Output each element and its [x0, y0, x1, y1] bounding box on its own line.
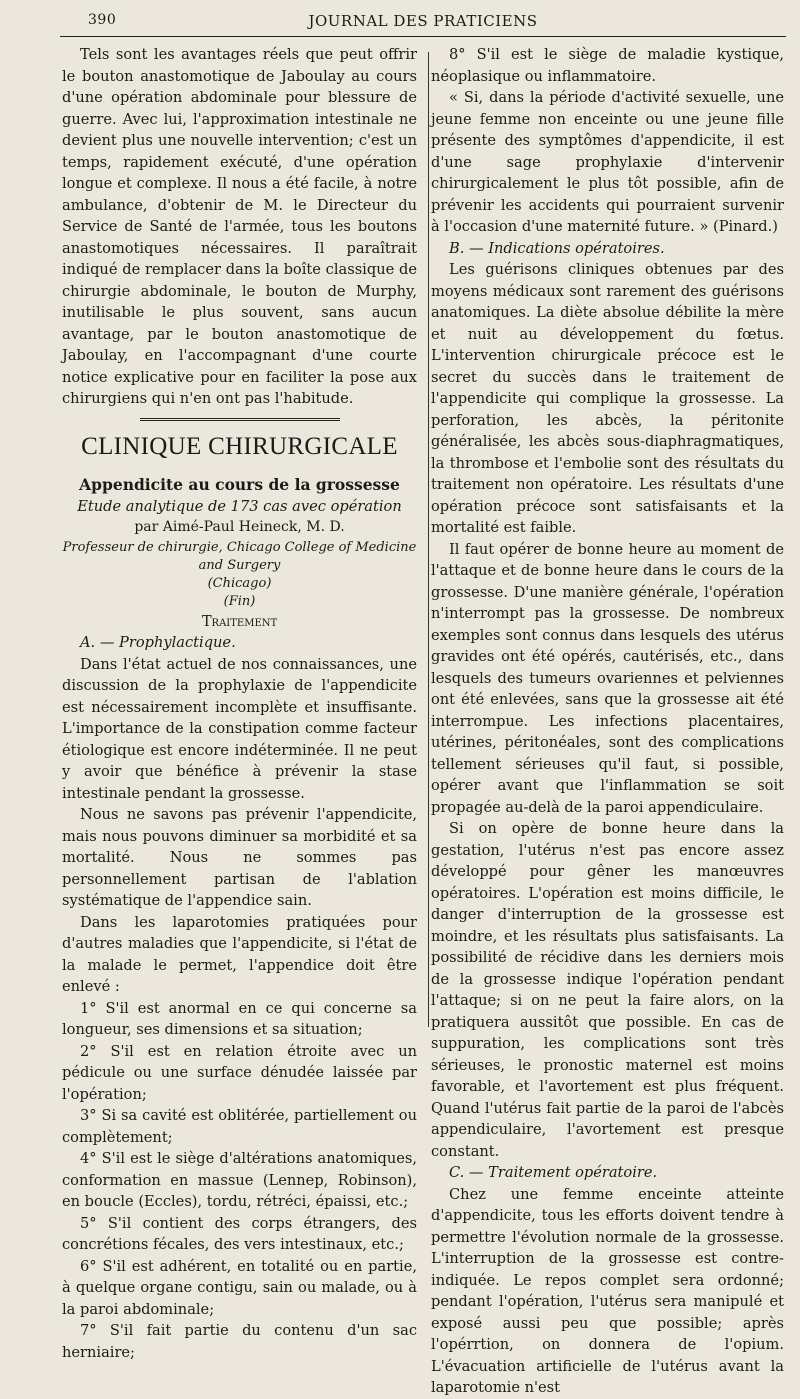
subheading-b: B. — Indications opératoires.	[449, 239, 665, 257]
article-title: Appendicite au cours de la grossesse	[79, 474, 400, 494]
list-item: 4° S'il est le siège d'altérations anatomiques, conformation en massue (Lennep, Robinson), en boucle (Eccles), tordu, rétréci, épaissi, etc.;	[62, 1150, 417, 1210]
paragraph: Chez une femme enceinte atteinte d'appendicite, tous les efforts doivent tendre à permettre l'évolution normale de la grossesse. L'interruption de la grossesse est contre-indiquée. Le repos complet sera ordonné; pendant l'opération, l'utérus sera manipulé et exposé aussi peu que possible; après l'opérrtion, on donnera de l'opium. L'évacuation artificielle de l'utérus avant la laparotomie n'est	[431, 1185, 784, 1396]
list-item: 1° S'il est anormal en ce qui concerne sa longueur, ses dimensions et sa situation;	[62, 999, 417, 1038]
list-item: 3° Si sa cavité est oblitérée, partiellement ou complètement;	[62, 1107, 417, 1146]
list-item: 8° S'il est le siège de maladie kystique, néoplasique ou inflammatoire.	[431, 46, 784, 85]
author-affiliation: Professeur de chirurgie, Chicago College of Medicine and Surgery	[62, 539, 417, 573]
section-rule	[140, 418, 340, 424]
page-header	[60, 10, 786, 34]
left-column	[62, 44, 417, 1363]
column-divider	[428, 52, 429, 1027]
traitement-heading: Traitement	[201, 612, 278, 630]
paragraph: Dans l'état actuel de nos connaissances, une discussion de la prophylaxie de l'appendicite est nécessairement incomplète et insuffisante. L'importance de la constipation comme facteur étiologique est encore indéterminée. Il ne peut y avoir que bénéfice à prévenir la stase intestinale pendant la grossesse.	[62, 655, 417, 802]
pinard-quote: « Si, dans la période d'activité sexuelle, une jeune femme non enceinte ou une jeune fille présente des symptômes d'appendicite, il est d'une sage prophylaxie d'intervenir chirurgicalement le plus tôt possible, afin de prévenir les accidents qui pourraient survenir à l'occasion d'une maternité future. » (Pinard.)	[431, 89, 784, 235]
subheading-c: C. — Traitement opératoire.	[449, 1164, 658, 1181]
header-rule	[60, 36, 786, 37]
page-number: 390	[88, 12, 117, 28]
author-city: (Chicago)	[207, 575, 272, 591]
list-item: 2° S'il est en relation étroite avec un pédicule ou une surface dénudée laissée par l'opération;	[62, 1042, 417, 1103]
section-title: CLINIQUE CHIRURGICALE	[81, 432, 398, 460]
paragraph: Nous ne savons pas prévenir l'appendicite, mais nous pouvons diminuer sa morbidité et sa mortalité. Nous ne sommes pas personnellement partisan de l'ablation systématique de l'appendice sain.	[62, 806, 417, 909]
article-subtitle: Etude analytique de 173 cas avec opération	[77, 497, 402, 515]
list-item: 5° S'il contient des corps étrangers, des concrétions fécales, des vers intestinaux, etc.;	[62, 1214, 417, 1253]
paragraph: Les guérisons cliniques obtenues par des moyens médicaux sont rarement des guérisons anatomiques. La diète absolue débilite la mère et nuit au développement du fœtus. L'intervention chirurgicale précoce est le secret du succès dans le traitement de l'appendicite qui complique la grossesse. La perforation, les abcès, la péritonite généralisée, les abcès sous-diaphragmatiques, la thrombose et l'embolie sont des résultats du traitement non opératoire. Les résultats d'une opération précoce sont satisfaisants et la mortalité est faible.	[431, 261, 784, 536]
fin-label: (Fin)	[223, 593, 256, 609]
journal-title: JOURNAL DES PRATICIENS	[308, 12, 538, 30]
right-column	[431, 44, 784, 1399]
paragraph: Dans les laparotomies pratiquées pour d'autres maladies que l'appendicite, si l'état de la malade le permet, l'appendice doit être enlevé :	[62, 913, 417, 995]
author-byline: par Aimé-Paul Heineck, M. D.	[134, 519, 345, 535]
paragraph: Il faut opérer de bonne heure au moment de l'attaque et de bonne heure dans le cours de la grossesse. D'une manière générale, l'opération n'interrompt pas la grossesse. De nombreux exemples sont connus dans lesquels des utérus gravides ont été opérés, cautérisés, etc., dans lesquels des tumeurs ovariennes et pelviennes ont été enlevées, sans que la grossesse ait été interrompue. Les infections placentaires, utérines, péritonéales, sont des complications tellement sérieuses qu'il faut, si possible, opérer avant que l'inflammation se soit propagée au-delà de la paroi appendiculaire.	[431, 540, 784, 816]
paragraph: Si on opère de bonne heure dans la gestation, l'utérus n'est pas encore assez développé pour gêner les manœuvres opératoires. L'opération est moins difficile, le danger d'interruption de la grossesse est moindre, et les résultats plus satisfaisants. La possibilité de récidive dans les derniers mois de la grossesse indique l'opération pendant l'attaque; si on ne peut la faire alors, on la pratiquera aussitôt que possible. En cas de suppuration, les complications sont très sérieuses, le pronostic maternel est moins favorable, et l'avortement est plus fréquent. Quand l'utérus fait partie de la paroi de l'abcès appendiculaire, l'avortement est presque constant.	[431, 820, 784, 1160]
subheading-a: A. — Prophylactique.	[80, 634, 236, 651]
intro-paragraph: Tels sont les avantages réels que peut offrir le bouton anastomotique de Jaboulay au cours d'une opération abdominale pour blessure de guerre. Avec lui, l'approximation intestinale ne devient plus une nouvelle intervention; c'est un temps, rapidement exécuté, d'une opération longue et complexe. Il nous a été facile, à notre ambulance, d'obtenir de M. le Directeur du Service de Santé de l'armée, tous les boutons anastomotiques nécessaires. Il paraîtrait indiqué de remplacer dans la boîte classique de chirurgie abdominale, le bouton de Murphy, inutilisable le plus souvent, sans aucun avantage, par le bouton anastomotique de Jaboulay, en l'accompagnant d'une courte notice explicative pour en faciliter la pose aux chirurgiens qui n'en ont pas l'habitude.	[62, 46, 417, 407]
list-item: 6° S'il est adhérent, en totalité ou en partie, à quelque organe contigu, sain ou malade, ou à la paroi abdominale;	[62, 1257, 417, 1318]
list-item: 7° S'il fait partie du contenu d'un sac herniaire;	[62, 1322, 417, 1361]
